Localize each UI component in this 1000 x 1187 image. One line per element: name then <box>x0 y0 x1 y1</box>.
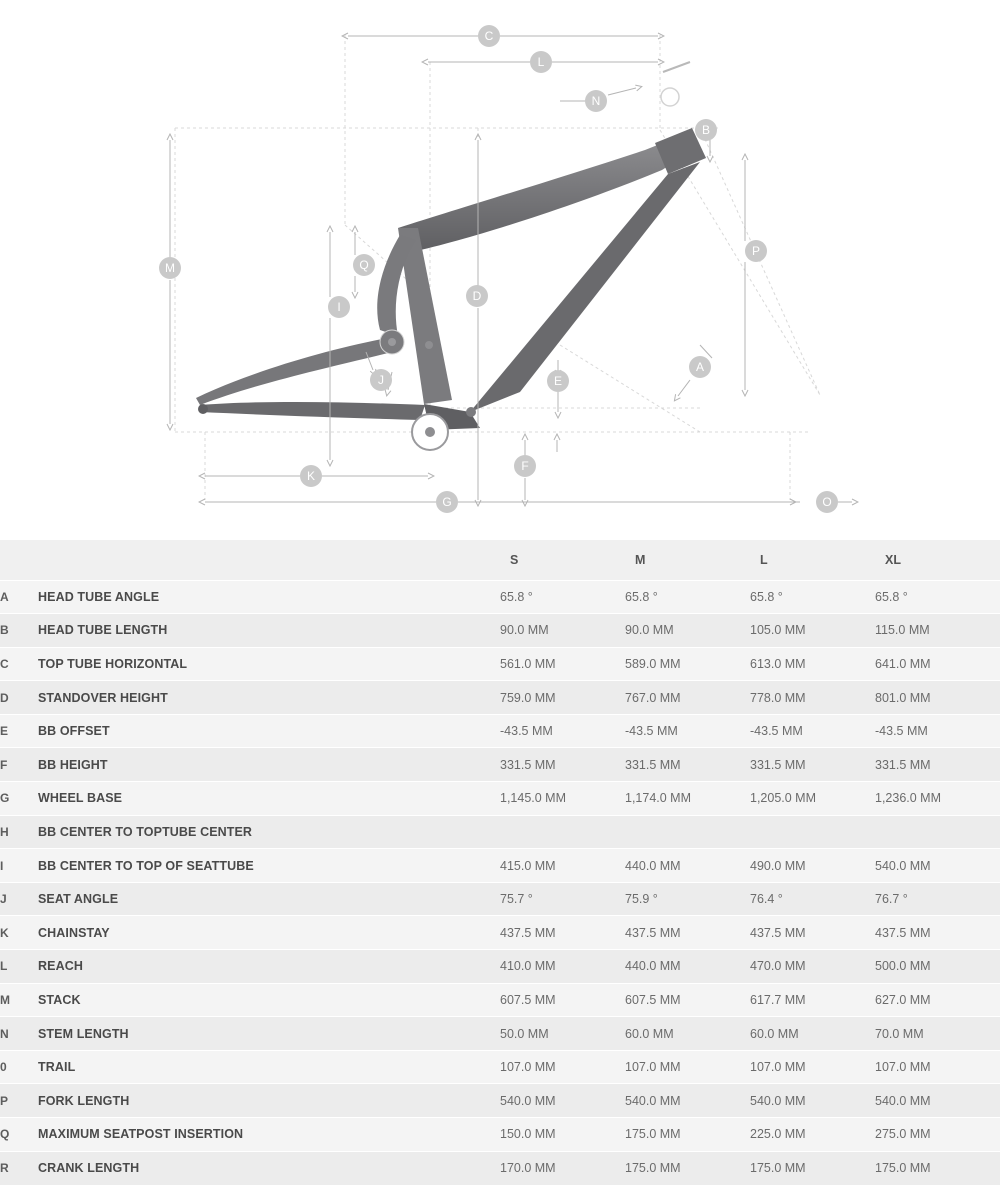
row-value-s: 607.5 MM <box>500 983 625 1017</box>
table-row <box>0 1017 1000 1051</box>
construction-lines <box>175 35 820 500</box>
row-name: BB CENTER TO TOP OF SEATTUBE <box>38 849 500 883</box>
table-row <box>0 748 1000 782</box>
row-value-s: 170.0 MM <box>500 1151 625 1185</box>
row-name: TOP TUBE HORIZONTAL <box>38 647 500 681</box>
table-row <box>0 1050 1000 1084</box>
row-value-xl: 331.5 MM <box>875 748 1000 782</box>
row-name: STEM LENGTH <box>38 1017 500 1051</box>
callout-label: L <box>537 55 545 69</box>
callout-label: C <box>484 29 494 43</box>
row-value-s <box>500 815 625 849</box>
row-value-xl: 70.0 MM <box>875 1017 1000 1051</box>
row-name: FORK LENGTH <box>38 1084 500 1118</box>
row-name: SEAT ANGLE <box>38 882 500 916</box>
row-value-xl: 115.0 MM <box>875 614 1000 648</box>
row-value-s: 759.0 MM <box>500 681 625 715</box>
callout-label: D <box>472 289 482 303</box>
row-name: BB OFFSET <box>38 714 500 748</box>
row-letter: C <box>0 647 38 681</box>
row-value-m: 107.0 MM <box>625 1050 750 1084</box>
row-value-s: 90.0 MM <box>500 614 625 648</box>
callout-label: N <box>591 94 601 108</box>
callout-label: P <box>751 244 761 258</box>
row-value-s: 50.0 MM <box>500 1017 625 1051</box>
row-value-l: 613.0 MM <box>750 647 875 681</box>
row-name: STANDOVER HEIGHT <box>38 681 500 715</box>
row-value-l: -43.5 MM <box>750 714 875 748</box>
row-value-xl: 627.0 MM <box>875 983 1000 1017</box>
row-value-m: 331.5 MM <box>625 748 750 782</box>
callout-D <box>466 285 488 307</box>
row-value-s: 107.0 MM <box>500 1050 625 1084</box>
row-value-s: 65.8 ° <box>500 580 625 614</box>
callout-Q <box>353 254 375 276</box>
row-name: CHAINSTAY <box>38 916 500 950</box>
row-letter: H <box>0 815 38 849</box>
row-value-l <box>750 815 875 849</box>
row-value-xl <box>875 815 1000 849</box>
row-value-m: 440.0 MM <box>625 849 750 883</box>
table-row <box>0 681 1000 715</box>
row-value-m: 90.0 MM <box>625 614 750 648</box>
frame-silhouette <box>196 62 706 450</box>
row-letter: N <box>0 1017 38 1051</box>
row-value-xl: 107.0 MM <box>875 1050 1000 1084</box>
table-header <box>0 540 1000 580</box>
header-name <box>38 540 500 580</box>
callout-label: K <box>306 469 316 483</box>
diagram-svg <box>0 0 1000 540</box>
row-value-xl: 540.0 MM <box>875 1084 1000 1118</box>
callout-B <box>695 119 717 141</box>
row-value-xl: 540.0 MM <box>875 849 1000 883</box>
row-value-l: 490.0 MM <box>750 849 875 883</box>
row-value-l: 225.0 MM <box>750 1118 875 1152</box>
row-value-l: 437.5 MM <box>750 916 875 950</box>
row-letter: D <box>0 681 38 715</box>
callout-label: O <box>822 495 832 509</box>
row-value-m: 767.0 MM <box>625 681 750 715</box>
row-value-s: 331.5 MM <box>500 748 625 782</box>
row-value-m: 540.0 MM <box>625 1084 750 1118</box>
row-value-xl: 500.0 MM <box>875 950 1000 984</box>
row-value-l: 105.0 MM <box>750 614 875 648</box>
row-letter: F <box>0 748 38 782</box>
frame-geometry-diagram <box>0 0 1000 540</box>
row-value-xl: 801.0 MM <box>875 681 1000 715</box>
row-value-m: 75.9 ° <box>625 882 750 916</box>
row-name: BB HEIGHT <box>38 748 500 782</box>
header-size-s: S <box>500 540 625 580</box>
row-value-s: 561.0 MM <box>500 647 625 681</box>
callout-label: M <box>165 261 175 275</box>
row-value-m: 1,174.0 MM <box>625 782 750 816</box>
table-row <box>0 1084 1000 1118</box>
table-header-row <box>0 540 1000 580</box>
row-value-m: 607.5 MM <box>625 983 750 1017</box>
row-value-l: 1,205.0 MM <box>750 782 875 816</box>
callout-label: I <box>337 300 341 314</box>
row-value-l: 76.4 ° <box>750 882 875 916</box>
row-value-xl: 275.0 MM <box>875 1118 1000 1152</box>
row-value-xl: -43.5 MM <box>875 714 1000 748</box>
callout-label: Q <box>359 258 369 272</box>
table-row <box>0 950 1000 984</box>
callout-O <box>816 491 838 513</box>
callout-label: F <box>521 459 529 473</box>
row-value-s: 437.5 MM <box>500 916 625 950</box>
row-value-m: 589.0 MM <box>625 647 750 681</box>
row-value-l: 60.0 MM <box>750 1017 875 1051</box>
table-row <box>0 815 1000 849</box>
row-letter: G <box>0 782 38 816</box>
row-value-l: 778.0 MM <box>750 681 875 715</box>
row-value-m: 65.8 ° <box>625 580 750 614</box>
callout-G <box>436 491 458 513</box>
row-letter: P <box>0 1084 38 1118</box>
row-value-m <box>625 815 750 849</box>
row-letter: B <box>0 614 38 648</box>
row-letter: L <box>0 950 38 984</box>
callout-P <box>745 240 767 262</box>
row-value-l: 331.5 MM <box>750 748 875 782</box>
row-value-l: 617.7 MM <box>750 983 875 1017</box>
row-value-xl: 1,236.0 MM <box>875 782 1000 816</box>
row-name: MAXIMUM SEATPOST INSERTION <box>38 1118 500 1152</box>
callout-M <box>159 257 181 279</box>
callout-L <box>530 51 552 73</box>
callout-label: G <box>442 495 452 509</box>
header-size-xl: XL <box>875 540 1000 580</box>
row-value-s: 410.0 MM <box>500 950 625 984</box>
callout-C <box>478 25 500 47</box>
row-letter: E <box>0 714 38 748</box>
row-value-m: 60.0 MM <box>625 1017 750 1051</box>
row-name: WHEEL BASE <box>38 782 500 816</box>
header-size-m: M <box>625 540 750 580</box>
row-value-s: 150.0 MM <box>500 1118 625 1152</box>
table-row <box>0 882 1000 916</box>
header-letter <box>0 540 38 580</box>
table-row <box>0 983 1000 1017</box>
row-letter: 0 <box>0 1050 38 1084</box>
row-value-m: 437.5 MM <box>625 916 750 950</box>
row-value-l: 107.0 MM <box>750 1050 875 1084</box>
row-letter: Q <box>0 1118 38 1152</box>
table-row <box>0 849 1000 883</box>
row-letter: J <box>0 882 38 916</box>
row-value-s: 415.0 MM <box>500 849 625 883</box>
table-row <box>0 1118 1000 1152</box>
callout-badges <box>159 25 838 513</box>
geometry-table <box>0 540 1000 1185</box>
row-value-s: 540.0 MM <box>500 1084 625 1118</box>
callout-label: J <box>378 373 384 387</box>
callout-K <box>300 465 322 487</box>
row-value-xl: 641.0 MM <box>875 647 1000 681</box>
row-letter: M <box>0 983 38 1017</box>
table-row <box>0 714 1000 748</box>
row-name: TRAIL <box>38 1050 500 1084</box>
row-value-l: 470.0 MM <box>750 950 875 984</box>
row-value-xl: 65.8 ° <box>875 580 1000 614</box>
row-name: BB CENTER TO TOPTUBE CENTER <box>38 815 500 849</box>
row-name: STACK <box>38 983 500 1017</box>
row-value-m: 440.0 MM <box>625 950 750 984</box>
row-value-l: 540.0 MM <box>750 1084 875 1118</box>
table-body <box>0 580 1000 1185</box>
row-letter: I <box>0 849 38 883</box>
callout-E <box>547 370 569 392</box>
row-name: CRANK LENGTH <box>38 1151 500 1185</box>
row-value-m: 175.0 MM <box>625 1151 750 1185</box>
row-letter: R <box>0 1151 38 1185</box>
row-value-m: -43.5 MM <box>625 714 750 748</box>
row-value-m: 175.0 MM <box>625 1118 750 1152</box>
row-value-xl: 437.5 MM <box>875 916 1000 950</box>
row-value-s: -43.5 MM <box>500 714 625 748</box>
table-row <box>0 647 1000 681</box>
row-name: HEAD TUBE LENGTH <box>38 614 500 648</box>
table-row <box>0 782 1000 816</box>
header-size-l: L <box>750 540 875 580</box>
row-letter: A <box>0 580 38 614</box>
row-value-l: 175.0 MM <box>750 1151 875 1185</box>
callout-label: E <box>553 374 563 388</box>
row-value-s: 75.7 ° <box>500 882 625 916</box>
callout-I <box>328 296 350 318</box>
row-name: REACH <box>38 950 500 984</box>
table-row <box>0 916 1000 950</box>
callout-J <box>370 369 392 391</box>
callout-A <box>689 356 711 378</box>
table-row <box>0 580 1000 614</box>
callout-N <box>585 90 607 112</box>
callout-label: B <box>701 123 711 137</box>
row-name: HEAD TUBE ANGLE <box>38 580 500 614</box>
table-row <box>0 614 1000 648</box>
row-value-xl: 76.7 ° <box>875 882 1000 916</box>
row-letter: K <box>0 916 38 950</box>
row-value-xl: 175.0 MM <box>875 1151 1000 1185</box>
callout-label: A <box>695 360 705 374</box>
row-value-s: 1,145.0 MM <box>500 782 625 816</box>
table-row <box>0 1151 1000 1185</box>
callout-F <box>514 455 536 477</box>
row-value-l: 65.8 ° <box>750 580 875 614</box>
